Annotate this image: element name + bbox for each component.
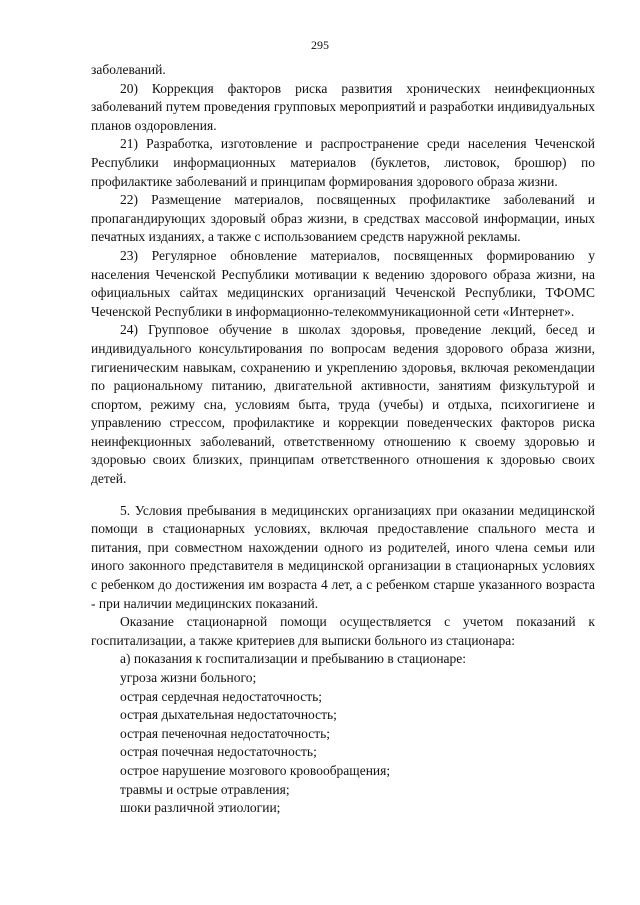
list-item: острая сердечная недостаточность;	[120, 688, 323, 704]
page-number: 295	[311, 38, 329, 52]
document-body	[91, 61, 595, 818]
paragraph-item-23: 23) Регулярное обновление материалов, посвященных формированию у населения Чеченской Республики мотивации к ведению здорового образа жизни, на официальных сайтах медицинских организаций Чеченской Республики, ТФОМС Чеченской Республики в информационно-телекоммуникационной сети «Интернет».	[91, 247, 595, 319]
list-item: острая дыхательная недостаточность;	[120, 707, 337, 723]
paragraph-item-24: 24) Групповое обучение в школах здоровья, проведение лекций, бесед и индивидуального консультирования по вопросам ведения здорового образа жизни, гигиеническим навыкам, сохранению и укреплению здоровья, включая рекомендации по рациональному питанию, двигательной активности, занятиям физкультурой и спортом, режиму сна, условиям быта, труда (учебы) и отдыха, психогигиене и управлению стрессом, профилактике и коррекции поведенческих факторов риска неинфекционных заболеваний, ответственному отношению к своему здоровью и здоровью своих близких, принципам ответственного отношения к здоровью своих детей.	[91, 322, 595, 487]
paragraph-continuation: заболеваний.	[91, 62, 166, 77]
list-item: острая печеночная недостаточность;	[120, 725, 331, 741]
list-item: травмы и острые отравления;	[120, 781, 290, 797]
list-item: острое нарушение мозгового кровообращения;	[120, 762, 391, 778]
paragraph-item-20: 20) Коррекция факторов риска развития хронических неинфекционных заболеваний путем проведения групповых мероприятий и разработки индивидуальных планов оздоровления.	[91, 80, 595, 133]
list-item: острая почечная недостаточность;	[120, 744, 317, 760]
section-5-paragraph: 5. Условия пребывания в медицинских организациях при оказании медицинской помощи в стационарных условиях, включая предоставление спального места и питания, при совместном нахождении одного из родителей, иного члена семьи или иного законного представителя в медицинской организации в стационарных условиях с ребенком до достижения им возраста 4 лет, а с ребенком старше указанного возраста - при наличии медицинских показаний.	[91, 502, 595, 611]
hospitalization-indications-list	[91, 650, 595, 817]
list-item: угроза жизни больного;	[120, 670, 257, 685]
inpatient-care-paragraph: Оказание стационарной помощи осуществляется с учетом показаний к госпитализации, а также критериев для выписки больного из стационара:	[91, 614, 595, 648]
list-item: шоки различной этиологии;	[120, 800, 281, 816]
paragraph-item-21: 21) Разработка, изготовление и распространение среди населения Чеченской Республики информационных материалов (буклетов, листовок, брошюр) по профилактике заболеваний и принципам формирования здорового образа жизни.	[91, 136, 595, 189]
list-heading: а) показания к госпитализации и пребыванию в стационаре:	[120, 651, 467, 667]
paragraph-item-22: 22) Размещение материалов, посвященных профилактике заболеваний и пропагандирующих здоровый образ жизни, в средствах массовой информации, иных печатных изданиях, а также с использованием средств наружной рекламы.	[91, 192, 595, 245]
